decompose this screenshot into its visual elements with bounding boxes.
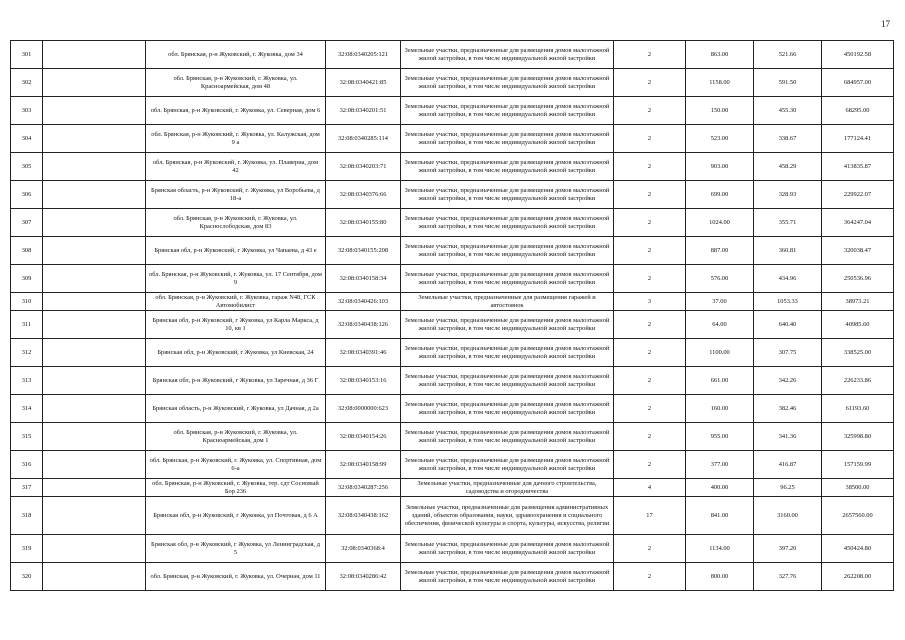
cadastral-number-cell: 32:08:0340203:71 (326, 153, 401, 181)
table-row (11, 479, 894, 497)
area-cell: 523.00 (686, 125, 754, 153)
land-use-cell: Земельные участки, предназначенные для размещения домов малоэтажной жилой застройки, в том числе индивидуальной жилой застройки (401, 265, 614, 293)
table-row (11, 41, 894, 69)
land-use-cell: Земельные участки, предназначенные для размещения домов малоэтажной жилой застройки, в том числе индивидуальной жилой застройки (401, 367, 614, 395)
specific-value-cell: 382.46 (754, 395, 822, 423)
cadastral-value-cell: 226233.86 (822, 367, 894, 395)
cadastral-number-cell: 32:08:0340368:4 (326, 535, 401, 563)
group-cell: 4 (614, 479, 686, 497)
address-cell: обл. Брянская, р-н Жуковский, г. Жуковка, ул. Плавериа, дом 42 (146, 153, 326, 181)
row-number: 307 (11, 209, 43, 237)
blank-cell (43, 69, 146, 97)
blank-cell (43, 563, 146, 591)
row-number: 315 (11, 423, 43, 451)
blank-cell (43, 423, 146, 451)
address-cell: обл. Брянская, р-н Жуковский, г. Жуковка, ул. Краснослободская, дом 83 (146, 209, 326, 237)
land-use-cell: Земельные участки, предназначенные для размещения домов малоэтажной жилой застройки, в том числе индивидуальной жилой застройки (401, 181, 614, 209)
group-cell: 2 (614, 563, 686, 591)
land-use-cell: Земельные участки, предназначенные для размещения домов малоэтажной жилой застройки, в том числе индивидуальной жилой застройки (401, 311, 614, 339)
group-cell: 2 (614, 125, 686, 153)
cadastral-value-cell: 325998.80 (822, 423, 894, 451)
blank-cell (43, 265, 146, 293)
specific-value-cell: 342.26 (754, 367, 822, 395)
address-cell: Брянская область, р-н Жуковский, г. Жуковка, ул Воробьева, д 18-а (146, 181, 326, 209)
cadastral-value-cell: 177124.41 (822, 125, 894, 153)
blank-cell (43, 181, 146, 209)
row-number: 311 (11, 311, 43, 339)
address-cell: обл. Брянская, р-н Жуковский, г. Жуковка, ул. Северная, дом 6 (146, 97, 326, 125)
address-cell: обл. Брянская, р-н Жуковский, г. Жуковка, ул. Очерная, дом 11 (146, 563, 326, 591)
cadastral-value-cell: 68295.00 (822, 97, 894, 125)
blank-cell (43, 479, 146, 497)
group-cell: 2 (614, 423, 686, 451)
area-cell: 576.00 (686, 265, 754, 293)
group-cell: 2 (614, 311, 686, 339)
land-use-cell: Земельные участки, предназначенные для размещения домов малоэтажной жилой застройки, в том числе индивидуальной жилой застройки (401, 125, 614, 153)
group-cell: 2 (614, 535, 686, 563)
address-cell: обл. Брянская, р-н Жуковский, г. Жуковка, ул. Красноармейская, дом 48 (146, 69, 326, 97)
land-use-cell: Земельные участки, предназначенные для размещения домов малоэтажной жилой застройки, в том числе индивидуальной жилой застройки (401, 535, 614, 563)
cadastral-number-cell: 32:08:0340391:46 (326, 339, 401, 367)
cadastral-number-cell: 32:08:0340286:42 (326, 563, 401, 591)
area-cell: 1024.00 (686, 209, 754, 237)
specific-value-cell: 96.25 (754, 479, 822, 497)
blank-cell (43, 41, 146, 69)
address-cell: Брянская обл, р-н Жуковский, г Жуковка, ул Карла Маркса, д 10, кв 1 (146, 311, 326, 339)
address-cell: обл. Брянская, р-н Жуковский, г. Жуковка, ул. Спортивная, дом 6-а (146, 451, 326, 479)
land-use-cell: Земельные участки, предназначенные для дачного строительства, садоводства и огородничества (401, 479, 614, 497)
cadastral-number-cell: 32:08:0000000:623 (326, 395, 401, 423)
address-cell: обл. Брянская, р-н Жуковский, г. Жуковка, ул. Красноармейская, дом 1 (146, 423, 326, 451)
row-number: 317 (11, 479, 43, 497)
group-cell: 2 (614, 237, 686, 265)
blank-cell (43, 153, 146, 181)
address-cell: Брянская обл, р-н Жуковский, г Жуковка, ул Почтовая, д 6 А (146, 497, 326, 535)
group-cell: 2 (614, 181, 686, 209)
specific-value-cell: 397.20 (754, 535, 822, 563)
address-cell: Брянская обл, р-н Жуковский, г Жуковка, ул Заречная, д 36 Г (146, 367, 326, 395)
table-row (11, 451, 894, 479)
row-number: 316 (11, 451, 43, 479)
cadastral-value-cell: 38973.21 (822, 293, 894, 311)
table-row (11, 209, 894, 237)
land-use-cell: Земельные участки, предназначенные для размещения домов малоэтажной жилой застройки, в том числе индивидуальной жилой застройки (401, 97, 614, 125)
page-number: 17 (881, 19, 890, 29)
cadastral-value-table (10, 40, 894, 591)
specific-value-cell: 591.50 (754, 69, 822, 97)
land-use-cell: Земельные участки, предназначенные для размещения домов малоэтажной жилой застройки, в том числе индивидуальной жилой застройки (401, 423, 614, 451)
row-number: 310 (11, 293, 43, 311)
area-cell: 661.00 (686, 367, 754, 395)
group-cell: 2 (614, 41, 686, 69)
land-use-cell: Земельные участки, предназначенные для размещения домов малоэтажной жилой застройки, в том числе индивидуальной жилой застройки (401, 237, 614, 265)
group-cell: 2 (614, 209, 686, 237)
table-row (11, 265, 894, 293)
area-cell: 955.00 (686, 423, 754, 451)
table-row (11, 125, 894, 153)
table-row (11, 181, 894, 209)
address-cell: обл. Брянская, р-н Жуковский, г. Жуковка, ул. 17 Сентября, дом 9 (146, 265, 326, 293)
area-cell: 800.00 (686, 563, 754, 591)
land-use-cell: Земельные участки, предназначенные для размещения гаражей и автостоянок (401, 293, 614, 311)
table-row (11, 395, 894, 423)
specific-value-cell: 455.30 (754, 97, 822, 125)
blank-cell (43, 451, 146, 479)
table-row (11, 153, 894, 181)
area-cell: 841.00 (686, 497, 754, 535)
specific-value-cell: 307.75 (754, 339, 822, 367)
specific-value-cell: 521.66 (754, 41, 822, 69)
group-cell: 2 (614, 395, 686, 423)
blank-cell (43, 339, 146, 367)
cadastral-number-cell: 32:08:0340426:103 (326, 293, 401, 311)
table-row (11, 69, 894, 97)
cadastral-number-cell: 32:08:0340438:162 (326, 497, 401, 535)
row-number: 314 (11, 395, 43, 423)
specific-value-cell: 434.96 (754, 265, 822, 293)
blank-cell (43, 97, 146, 125)
cadastral-number-cell: 32:08:0340205:121 (326, 41, 401, 69)
area-cell: 1100.00 (686, 339, 754, 367)
row-number: 303 (11, 97, 43, 125)
cadastral-value-cell: 450424.80 (822, 535, 894, 563)
table-row (11, 497, 894, 535)
blank-cell (43, 125, 146, 153)
blank-cell (43, 367, 146, 395)
table-row (11, 311, 894, 339)
cadastral-number-cell: 32:08:0340153:16 (326, 367, 401, 395)
area-cell: 64.00 (686, 311, 754, 339)
area-cell: 903.00 (686, 153, 754, 181)
cadastral-number-cell: 32:08:0340155:208 (326, 237, 401, 265)
row-number: 301 (11, 41, 43, 69)
cadastral-number-cell: 32:08:0340287:256 (326, 479, 401, 497)
cadastral-value-cell: 320038.47 (822, 237, 894, 265)
address-cell: Брянская область, р-н Жуковский, г Жуковка, ул Дачная, д 2а (146, 395, 326, 423)
area-cell: 150.00 (686, 97, 754, 125)
address-cell: обл. Брянская, р-н Жуковский, г. Жуковка, дом 34 (146, 41, 326, 69)
table-row (11, 293, 894, 311)
address-cell: обл. Брянская, р-н Жуковский, г. Жуковка, тер. сдт Сосновый Бор 236 (146, 479, 326, 497)
table-row (11, 367, 894, 395)
land-use-cell: Земельные участки, предназначенные для размещения домов малоэтажной жилой застройки, в том числе индивидуальной жилой застройки (401, 451, 614, 479)
row-number: 302 (11, 69, 43, 97)
row-number: 320 (11, 563, 43, 591)
cadastral-number-cell: 32:08:0340154:26 (326, 423, 401, 451)
area-cell: 1134.00 (686, 535, 754, 563)
cadastral-value-cell: 38500.00 (822, 479, 894, 497)
group-cell: 2 (614, 451, 686, 479)
cadastral-number-cell: 32:08:0340438:126 (326, 311, 401, 339)
land-use-cell: Земельные участки, предназначенные для размещения домов малоэтажной жилой застройки, в том числе индивидуальной жилой застройки (401, 209, 614, 237)
cadastral-value-cell: 61193.60 (822, 395, 894, 423)
cadastral-number-cell: 32:08:0340201:51 (326, 97, 401, 125)
group-cell: 2 (614, 97, 686, 125)
address-cell: Брянская обл, р-н Жуковский, г Жуковка, ул Ленинградская, д 5 (146, 535, 326, 563)
blank-cell (43, 293, 146, 311)
row-number: 318 (11, 497, 43, 535)
cadastral-number-cell: 32:08:0340158:99 (326, 451, 401, 479)
table-row (11, 97, 894, 125)
specific-value-cell: 1053.33 (754, 293, 822, 311)
group-cell: 2 (614, 153, 686, 181)
row-number: 306 (11, 181, 43, 209)
address-cell: обл. Брянская, р-н Жуковский, г. Жуковка, ул. Калужская, дом 9 а (146, 125, 326, 153)
land-use-cell: Земельные участки, предназначенные для размещения домов малоэтажной жилой застройки, в том числе индивидуальной жилой застройки (401, 339, 614, 367)
land-use-cell: Земельные участки, предназначенные для размещения домов малоэтажной жилой застройки, в том числе индивидуальной жилой застройки (401, 69, 614, 97)
group-cell: 2 (614, 367, 686, 395)
specific-value-cell: 3160.00 (754, 497, 822, 535)
specific-value-cell: 327.76 (754, 563, 822, 591)
row-number: 312 (11, 339, 43, 367)
specific-value-cell: 341.36 (754, 423, 822, 451)
blank-cell (43, 209, 146, 237)
table-row (11, 237, 894, 265)
row-number: 319 (11, 535, 43, 563)
blank-cell (43, 395, 146, 423)
cadastral-number-cell: 32:08:0340158:34 (326, 265, 401, 293)
cadastral-number-cell: 32:08:0340285:114 (326, 125, 401, 153)
cadastral-number-cell: 32:08:0340421:85 (326, 69, 401, 97)
cadastral-value-cell: 450192.58 (822, 41, 894, 69)
specific-value-cell: 328.93 (754, 181, 822, 209)
group-cell: 2 (614, 265, 686, 293)
area-cell: 863.00 (686, 41, 754, 69)
row-number: 313 (11, 367, 43, 395)
address-cell: обл. Брянская, р-н Жуковский, г. Жуковка, гараж N48, ГСК Автомобилист (146, 293, 326, 311)
cadastral-value-cell: 364247.04 (822, 209, 894, 237)
address-cell: Брянская обл, р-н Жуковский, г Жуковка, ул Киевская, 24 (146, 339, 326, 367)
table-body (11, 41, 894, 591)
blank-cell (43, 535, 146, 563)
specific-value-cell: 416.87 (754, 451, 822, 479)
area-cell: 887.00 (686, 237, 754, 265)
group-cell: 2 (614, 339, 686, 367)
cadastral-value-cell: 338525.00 (822, 339, 894, 367)
cadastral-value-cell: 2657560.00 (822, 497, 894, 535)
cadastral-value-cell: 157159.99 (822, 451, 894, 479)
area-cell: 400.00 (686, 479, 754, 497)
table-row (11, 563, 894, 591)
specific-value-cell: 338.67 (754, 125, 822, 153)
cadastral-value-cell: 262208.00 (822, 563, 894, 591)
address-cell: Брянская обл, р-н Жуковский, г Жуковка, ул Чапаева, д 43 е (146, 237, 326, 265)
cadastral-number-cell: 32:08:0340376:66 (326, 181, 401, 209)
table-row (11, 535, 894, 563)
table-row (11, 339, 894, 367)
specific-value-cell: 640.40 (754, 311, 822, 339)
area-cell: 160.00 (686, 395, 754, 423)
land-use-cell: Земельные участки, предназначенные для размещения домов малоэтажной жилой застройки, в том числе индивидуальной жилой застройки (401, 563, 614, 591)
cadastral-number-cell: 32:08:0340155:80 (326, 209, 401, 237)
row-number: 304 (11, 125, 43, 153)
blank-cell (43, 237, 146, 265)
group-cell: 2 (614, 69, 686, 97)
area-cell: 1158.00 (686, 69, 754, 97)
row-number: 308 (11, 237, 43, 265)
land-use-cell: Земельные участки, предназначенные для размещения административных зданий, объектов образования, науки, здравоохранения и социального обеспечения, физической культуры и спорта, культуры, искусства, религии (401, 497, 614, 535)
land-use-cell: Земельные участки, предназначенные для размещения домов малоэтажной жилой застройки, в том числе индивидуальной жилой застройки (401, 395, 614, 423)
land-use-cell: Земельные участки, предназначенные для размещения домов малоэтажной жилой застройки, в том числе индивидуальной жилой застройки (401, 153, 614, 181)
cadastral-value-cell: 684957.00 (822, 69, 894, 97)
group-cell: 17 (614, 497, 686, 535)
table-row (11, 423, 894, 451)
cadastral-value-cell: 250536.96 (822, 265, 894, 293)
specific-value-cell: 355.71 (754, 209, 822, 237)
area-cell: 377.00 (686, 451, 754, 479)
land-use-cell: Земельные участки, предназначенные для размещения домов малоэтажной жилой застройки, в том числе индивидуальной жилой застройки (401, 41, 614, 69)
blank-cell (43, 311, 146, 339)
area-cell: 699.00 (686, 181, 754, 209)
specific-value-cell: 360.81 (754, 237, 822, 265)
row-number: 305 (11, 153, 43, 181)
group-cell: 3 (614, 293, 686, 311)
specific-value-cell: 458.29 (754, 153, 822, 181)
cadastral-value-cell: 229922.07 (822, 181, 894, 209)
cadastral-value-cell: 40985.60 (822, 311, 894, 339)
blank-cell (43, 497, 146, 535)
cadastral-value-cell: 413835.87 (822, 153, 894, 181)
area-cell: 37.00 (686, 293, 754, 311)
row-number: 309 (11, 265, 43, 293)
